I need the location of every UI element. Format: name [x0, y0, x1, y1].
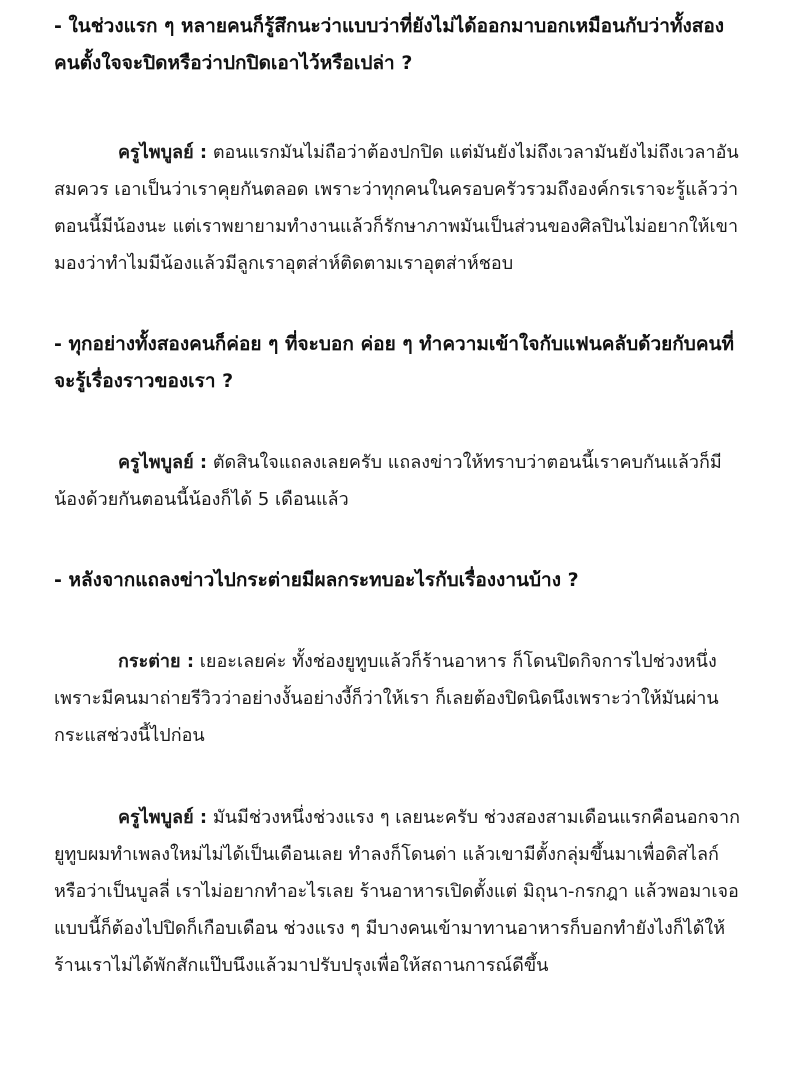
speaker-name: กระต่าย : — [118, 651, 195, 672]
answer-text: ตอนแรกมันไม่ถือว่าต้องปกปิด แต่มันยังไม่ถึงเวลามันยังไม่ถึงเวลาอันสมควร เอาเป็นว่าเราคุยกันตลอด เพราะว่าทุกคนในครอบครัวรวมถึงองค์กรเราจะรู้แล้วว่าตอนนี้มีน้องนะ แต่เราพยายามทำงานแล้วก็รักษาภาพมันเป็นส่วนของศิลปินไม่อยากให้เขามองว่าทำไมมีน้องแล้วมีลูกเราอุตส่าห์ติดตามเราอุตส่าห์ชอบ — [54, 142, 739, 274]
interview-answer-3 — [54, 643, 744, 754]
answer-text: เยอะเลยค่ะ ทั้งช่องยูทูบแล้วก็ร้านอาหาร ก็โดนปิดกิจการไปช่วงหนึ่งเพราะมีคนมาถ่ายรีวิวว่าอย่างงั้นอย่างงี้ก็ว่าให้เรา ก็เลยต้องปิดนิดนึงเพราะว่าให้มันผ่านกระแสช่วงนี้ไปก่อน — [54, 651, 719, 746]
answer-text: มันมีช่วงหนึ่งช่วงแรง ๆ เลยนะครับ ช่วงสองสามเดือนแรกคือนอกจากยูทูบผมทำเพลงใหม่ไม่ได้เป็นเดือนเลย ทำลงก็โดนด่า แล้วเขามีตั้งกลุ่มขึ้นมาเพื่อดิสไลก์หรือว่าเป็นบูลลี่ เราไม่อยากทำอะไรเลย ร้านอาหารเปิดตั้งแต่ มิถุนา-กรกฎา แล้วพอมาเจอแบบนี้ก็ต้องไปปิดก็เกือบเดือน ช่วงแรง ๆ มีบางคนเข้ามาทานอาหารก็บอกทำยังไงก็ได้ให้ร้านเราไม่ได้พักสักแป๊บนึงแล้วมาปรับปรุงเพื่อให้สถานการณ์ดีขึ้น — [54, 807, 740, 976]
interview-question-2: - ทุกอย่างทั้งสองคนก็ค่อย ๆ ที่จะบอก ค่อย ๆ ทำความเข้าใจกับแฟนคลับด้วยกับคนที่จะรู้เรื่องราวของเรา ? — [54, 333, 735, 392]
speaker-name: ครูไพบูลย์ : — [118, 142, 208, 163]
interview-question-3: - หลังจากแถลงข่าวไปกระต่ายมีผลกระทบอะไรกับเรื่องงานบ้าง ? — [54, 569, 579, 591]
speaker-name: ครูไพบูลย์ : — [118, 807, 208, 828]
interview-article — [54, 0, 744, 984]
answer-text: ตัดสินใจแถลงเลยครับ แถลงข่าวให้ทราบว่าตอนนี้เราคบกันแล้วก็มีน้องด้วยกันตอนนี้น้องก็ได้ 5 เดือนแล้ว — [54, 452, 722, 510]
interview-answer-2 — [54, 444, 744, 518]
interview-answer-1 — [54, 134, 744, 282]
interview-question-1: - ในช่วงแรก ๆ หลายคนก็รู้สึกนะว่าแบบว่าที่ยังไม่ได้ออกมาบอกเหมือนกับว่าทั้งสองคนตั้งใจจะปิดหรือว่าปกปิดเอาไว้หรือเปล่า ? — [54, 15, 725, 74]
interview-answer-4 — [54, 799, 744, 984]
speaker-name: ครูไพบูลย์ : — [118, 452, 208, 473]
